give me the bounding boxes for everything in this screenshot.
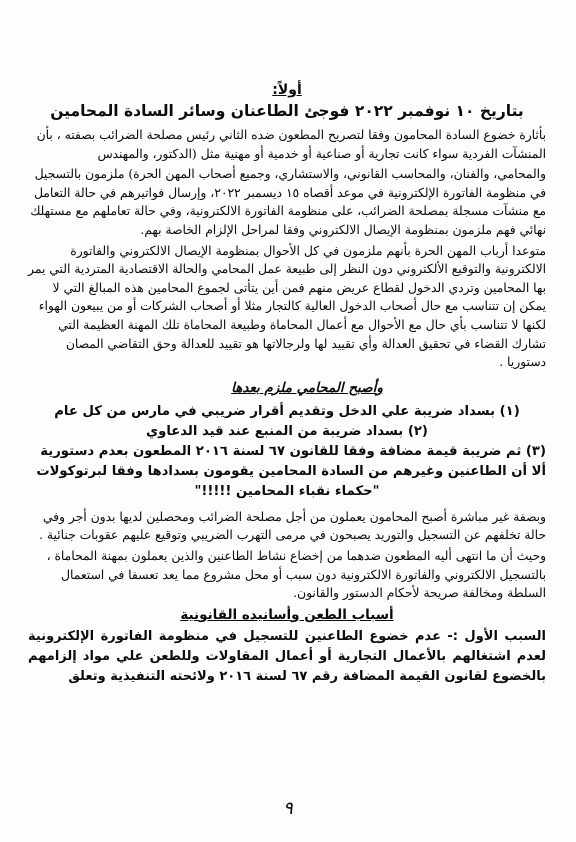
demand-item-1: (١) بسداد ضريبة علي الدخل وتقديم أقرار ضريبي في مارس من كل عام: [54, 403, 520, 419]
handwritten-style-heading: وأصبح المحامي ملزم بعدها: [231, 379, 383, 396]
intro-paragraph-1: بأثارة خضوع السادة المحامون وفقا لتصريح المطعون ضده الثاني رئيس مصلحة الضرائب بصفته ، بأن المنشآت الفردية سواء كانت تجارية أو صناعية أو خدمية أو مهنية مثل (الدكتور، والمهندس: [36, 128, 546, 161]
body-paragraph-1: وبصفة غير مباشرة أصبح المحامون يعملون من أجل مصلحة الضرائب ومحصلين لديها بدون أجر وفي حالة تخلفهم عن التسجيل والتوريد يصبحون في مرمى التهرب الضريبي وتوقيع عليهم عقوبات جنائية .: [39, 509, 546, 543]
demand-item-3: (٣) ثم ضريبة قيمة مضافة وفقا للقانون ٦٧ لسنة ٢٠١٦ المطعون بعدم دستورية: [40, 443, 546, 459]
reasons-heading: أسباب الطعن وأسانيده القانونية: [180, 606, 394, 623]
date-heading: بتاريخ ١٠ نوفمبر ٢٠٢٢ فوجئ الطاعنان وسائر السادة المحامين: [50, 102, 524, 120]
body-paragraph-2: وحيث أن ما انتهى أليه المطعون ضدهما من إخضاع نشاط الطاعنين والذين يعملون بمهنة المحاماة ، بالتسجيل الالكتروني والفاتورة الالكترونية دون سبب أو محل مشروع مما يعد تعسفا في استعمال السلطة ومخالفة صريحة لأحكام الدستور والقانون.: [46, 548, 546, 601]
intro-paragraph-3: متوعدا أرباب المهن الحرة بأنهم ملزمون في كل الأحوال بمنظومة الإيصال الالكتروني والفاتورة الالكترونية والتوقيع الألكتروني دون النظر إلى طبيعة عمل المحامي والحالة الاقتصادية المتردية التي يمر بها المحامين وتردي الدخول لقطاع عريض منهم فمن أين يتأتى لجموع المحامين هذه المبالغ التي لا يمكن إن تتناسب مع حال أصحاب الدخول العالية كالتجار مثلا أو أصحاب الشركات أو من يبيعون الهواء لكنها لا تتناسب بأي حال مع الأحوال مع أعمال المحاماة وطبيعة المحاماة تلك المهنة العظيمة التي تشارك القضاء في تحقيق العدالة وأي تقييد لها ولرجالاتها هو تقييد للعدالة وحق التقاضي المصان دستوريا .: [28, 243, 546, 370]
section-heading: أولاً:: [272, 82, 302, 98]
page-number: ٩: [283, 798, 293, 819]
demand-item-2: (٢) بسداد ضريبة من المنبع عند قيد الدعاوي: [146, 423, 428, 439]
intro-paragraph-2: والمحامي، والفنان، والمحاسب القانوني، والاستشاري، وجميع أصحاب المهن الحرة) ملزمون بالتسجيل في منظومة الفاتورة الإلكترونية في موعد أقصاه ١٥ ديسمبر ٢٠٢٢، وإرسال فواتيرهم في حالة التعامل مع منشآت مسجلة بمصلحة الضرائب، على منظومة الفاتورة الالكترونية، وفي حالة تعاملهم مع مستهلك نهائي فهم ملزمون بمنظومة الإيصال الالكتروني وفقا لمراحل الإلزام الخاصة بهم.: [30, 167, 546, 237]
demand-item-3-continued: ألا أن الطاعنين وغيرهم من السادة المحامين يقومون بسدادها وفقا لبرتوكولات: [36, 463, 546, 479]
first-reason: السبب الأول :- عدم خضوع الطاعنين للتسجيل في منظومة الفاتورة الإلكترونية لعدم اشتغالهم بالأعمال التجارية أو أعمال المقاولات وللطعن علي مواد إلزامهم بالخضوع لقانون القيمة المضافة رقم ٦٧ لسنة ٢٠١٦ ولائحته التنفيذية وتعلق: [28, 628, 546, 684]
demand-quote: "حكماء نقباء المحامين !!!!!": [194, 483, 380, 499]
document-body: [28, 82, 546, 687]
